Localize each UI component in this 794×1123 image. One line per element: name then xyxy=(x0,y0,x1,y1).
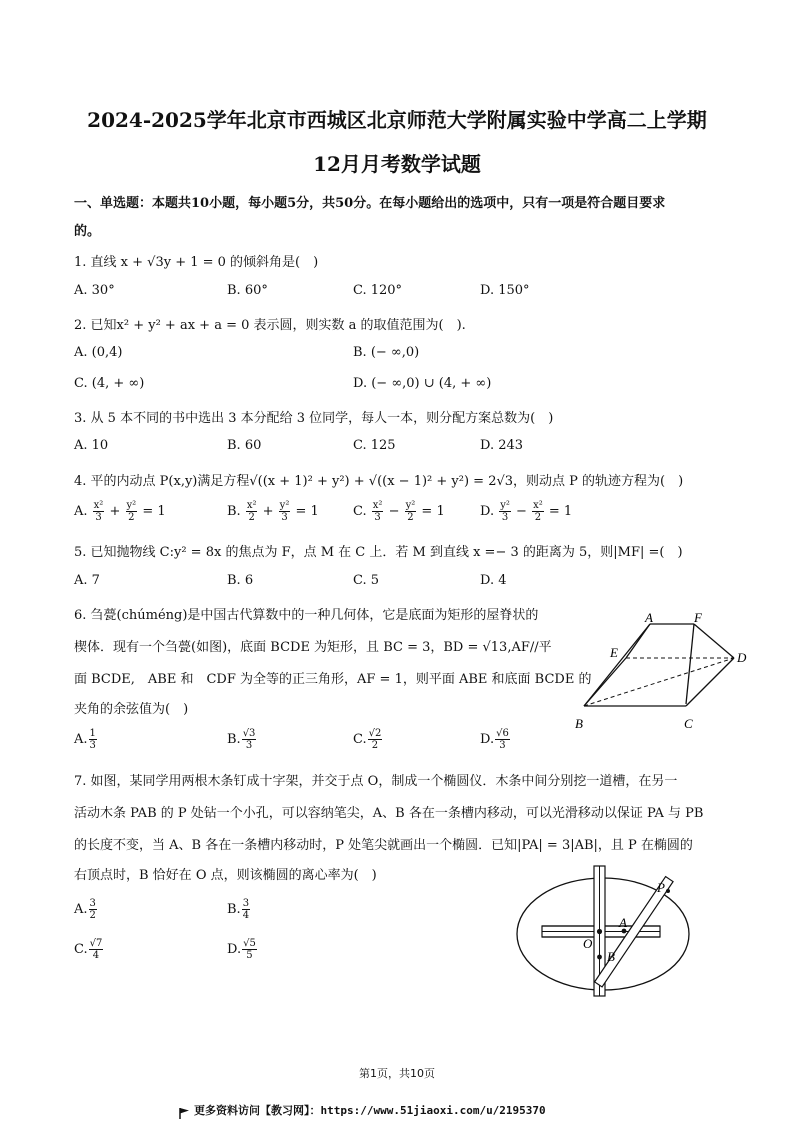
q6-line4: 夹角的余弦值为( ) xyxy=(74,702,189,717)
edge-cd xyxy=(686,658,734,706)
more-resources-link[interactable]: 更多资料访问【教习网】：https://www.51jiaoxi.com/u/2195370 xyxy=(178,1102,546,1118)
q2-option-c: C. (4, + ∞) xyxy=(74,376,145,391)
edge-fc xyxy=(686,624,694,704)
q6-line3: 面 BCDE, ABE 和 CDF 为全等的正三角形，AF = 1，则平面 ABE 和底面 BCDE 的 xyxy=(74,672,592,687)
label-b: B xyxy=(607,949,615,964)
q3-option-d: D. 243 xyxy=(480,438,524,453)
q5-option-c: C. 5 xyxy=(353,573,380,588)
q7-line3: 的长度不变，当 A、B 各在一条槽内移动时，P 处笔尖就画出一个椭圆．已知|PA| = 3|AB|，且 P 在椭圆的 xyxy=(74,838,693,853)
q6-line2: 楔体．现有一个刍甍(如图)，底面 BCDE 为矩形，且 BC = 3，BD = √13,AF//平 xyxy=(74,640,552,655)
page-number: 第1页，共10页 xyxy=(359,1067,435,1080)
q3-option-a: A. 10 xyxy=(74,438,109,453)
doc-title-line1: 2024-2025学年北京市西城区北京师范大学附属实验中学高二上学期 xyxy=(87,108,707,132)
q1-stem: 1. 直线 x + √3y + 1 = 0 的倾斜角是( ) xyxy=(74,255,319,270)
point-b xyxy=(597,955,602,960)
q6-figure xyxy=(572,610,762,740)
q4-option-d: D. $\frac{\text{y²}}{3}$ − $\frac{\text{x²}}{2}$ = 1 xyxy=(480,500,573,523)
edge-bd xyxy=(584,658,734,706)
q1-option-b: B. 60° xyxy=(227,283,268,298)
q7-figure xyxy=(514,862,714,1002)
point-o xyxy=(597,929,602,934)
q3-option-c: C. 125 xyxy=(353,438,396,453)
q7-option-d: D. $\frac{√5}{5}$ xyxy=(227,938,256,961)
q1-option-d: D. 150° xyxy=(480,283,530,298)
q7-option-b: B. $\frac{3}{4}$ xyxy=(227,898,250,921)
q6-option-d: D. $\frac{√6}{3}$ xyxy=(480,728,509,751)
q1-option-a: A. 30° xyxy=(74,283,115,298)
edge-fd xyxy=(694,624,734,658)
q6-option-a: A. $\frac{1}{3}$ xyxy=(74,728,96,751)
q7-option-a: A. $\frac{3}{2}$ xyxy=(74,898,96,921)
q4-option-b: B. $\frac{\text{x²}}{2}$ + $\frac{\text{y²}}{3}$ = 1 xyxy=(227,500,319,523)
label-e: E xyxy=(610,645,618,660)
label-o: O xyxy=(583,936,593,951)
doc-title-line2: 12月月考数学试题 xyxy=(313,152,481,176)
q2-option-d: D. (− ∞,0) ∪ (4, + ∞) xyxy=(353,376,492,391)
q4-option-c: C. $\frac{\text{x²}}{3}$ − $\frac{\text{y²}}{2}$ = 1 xyxy=(353,500,445,523)
q7-line1: 7. 如图，某同学用两根木条钉成十字架，并交于点 O，制成一个椭圆仪．木条中间分别挖一道槽，在另一 xyxy=(74,774,678,789)
q2-option-b: B. (− ∞,0) xyxy=(353,345,420,360)
q7-line4: 右顶点时，B 恰好在 O 点，则该椭圆的离心率为( ) xyxy=(74,868,377,883)
label-a: A xyxy=(619,915,627,930)
q3-stem: 3. 从 5 本不同的书中选出 3 本分配给 3 位同学，每人一本，则分配方案总数为( ) xyxy=(74,411,554,426)
label-c: C xyxy=(684,716,693,731)
q5-option-d: D. 4 xyxy=(480,573,507,588)
q7-line2: 活动木条 PAB 的 P 处钻一个小孔，可以容纳笔尖，A、B 各在一条槽内移动，可以光滑移动以保证 PA 与 PB xyxy=(74,806,704,821)
q5-option-b: B. 6 xyxy=(227,573,254,588)
flag-icon xyxy=(178,1104,190,1116)
point-p xyxy=(666,889,670,893)
label-f: F xyxy=(694,610,702,625)
label-b: B xyxy=(575,716,583,731)
q2-option-a: A. (0,4) xyxy=(74,345,123,360)
q5-stem: 5. 已知抛物线 C:y² = 8x 的焦点为 F，点 M 在 C 上．若 M 到直线 x =− 3 的距离为 5，则|MF| =( ) xyxy=(74,545,683,560)
label-a: A xyxy=(645,610,653,625)
q6-option-c: C. $\frac{√2}{2}$ xyxy=(353,728,382,751)
q7-option-c: C. $\frac{√7}{4}$ xyxy=(74,938,103,961)
section-intro-line1: 一、单选题：本题共10小题，每小题5分，共50分。在每小题给出的选项中，只有一项是符合题目要求 xyxy=(74,196,666,211)
q5-option-a: A. 7 xyxy=(74,573,100,588)
q4-option-a: A. $\frac{\text{x²}}{3}$ + $\frac{\text{y²}}{2}$ = 1 xyxy=(74,500,166,523)
q2-stem: 2. 已知x² + y² + ax + a = 0 表示圆，则实数 a 的取值范围为( ). xyxy=(74,318,466,333)
q3-option-b: B. 60 xyxy=(227,438,262,453)
q1-option-c: C. 120° xyxy=(353,283,403,298)
label-d: D xyxy=(737,650,747,665)
q6-option-b: B. $\frac{√3}{3}$ xyxy=(227,728,256,751)
section-intro-line2: 的。 xyxy=(74,224,101,239)
q4-stem: 4. 平的内动点 P(x,y)满足方程√((x + 1)² + y²) + √((x − 1)² + y²) = 2√3，则动点 P 的轨迹方程为( ) xyxy=(74,474,684,489)
label-p: P xyxy=(657,880,665,895)
q6-line1: 6. 刍甍(chúméng)是中国古代算数中的一种几何体，它是底面为矩形的屋脊状的 xyxy=(74,608,539,623)
